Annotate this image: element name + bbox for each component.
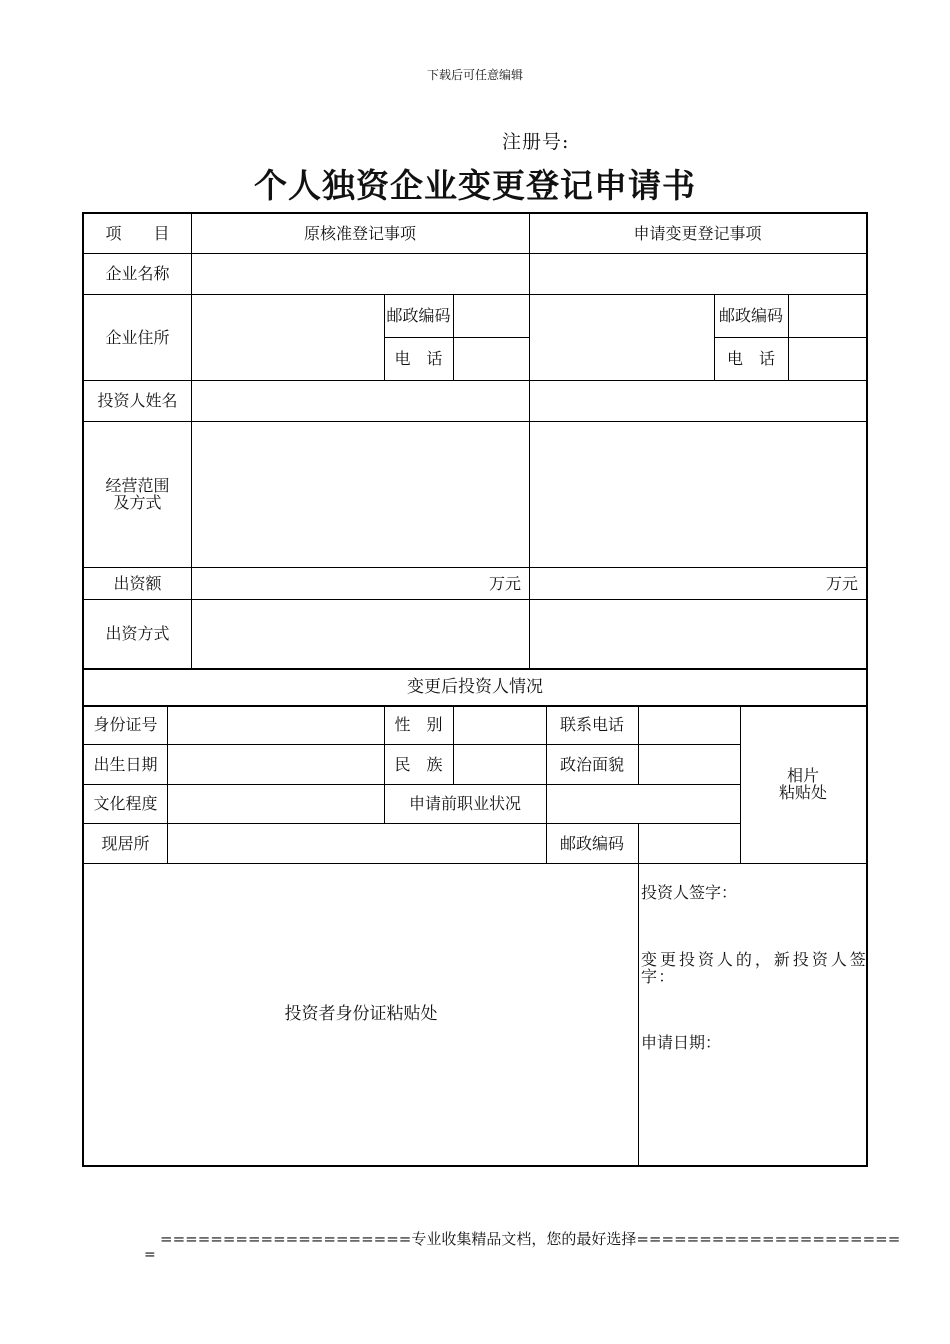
birth-date-label: 出生日期 xyxy=(93,754,158,774)
political-status-label: 政治面貌 xyxy=(559,754,624,774)
capital-label: 出资额 xyxy=(113,573,162,593)
row-divider xyxy=(84,599,866,600)
ethnicity-label: 民 族 xyxy=(394,754,443,774)
investor-name-label: 投资人姓名 xyxy=(97,391,178,410)
education-label: 文化程度 xyxy=(93,794,158,813)
capital-unit-original: 万元 xyxy=(488,573,521,593)
postal-code-label-original: 邮政编码 xyxy=(386,306,451,325)
application-form xyxy=(82,212,868,1167)
id-number-label: 身份证号 xyxy=(93,715,158,734)
phone-label-original: 电 话 xyxy=(394,349,443,368)
business-scope-label: 经营范围 及方式 xyxy=(105,476,170,512)
column-divider xyxy=(638,823,639,863)
column-divider xyxy=(638,705,639,784)
contact-phone-label: 联系电话 xyxy=(559,715,624,734)
column-divider xyxy=(453,294,454,380)
column-divider xyxy=(167,705,168,863)
row-divider xyxy=(84,823,740,824)
row-divider xyxy=(84,253,866,254)
footer-line: ====================专业收集精品文档，您的最好选择===================== xyxy=(160,1230,901,1248)
header-original: 原核准登记事项 xyxy=(303,224,416,243)
column-divider xyxy=(191,214,192,668)
capital-method-label: 出资方式 xyxy=(105,624,170,643)
row-divider xyxy=(84,421,866,422)
header-change: 申请变更登记事项 xyxy=(633,224,762,243)
application-date-label: 申请日期： xyxy=(641,1033,722,1052)
registration-number-label: 注册号: xyxy=(502,131,570,153)
prior-occupation-label: 申请前职业状况 xyxy=(408,794,521,813)
postal-code-label-investor: 邮政编码 xyxy=(559,833,624,853)
page-title: 个人独资企业变更登记申请书 xyxy=(254,166,696,205)
phone-label-change: 电 话 xyxy=(726,349,775,368)
investor-section-heading: 变更后投资人情况 xyxy=(407,676,543,697)
enterprise-address-label: 企业住所 xyxy=(105,327,170,347)
column-divider xyxy=(788,294,789,380)
row-divider xyxy=(84,380,866,381)
capital-unit-change: 万元 xyxy=(825,573,858,593)
header-item: 项 目 xyxy=(105,224,170,243)
column-divider xyxy=(453,705,454,784)
investor-signature-label: 投资人签字： xyxy=(641,883,738,902)
column-divider xyxy=(638,863,639,1165)
enterprise-name-label: 企业名称 xyxy=(105,264,170,283)
gender-label: 性 别 xyxy=(394,715,443,734)
postal-code-label-change: 邮政编码 xyxy=(718,306,783,325)
header-note: 下载后可任意编辑 xyxy=(426,68,523,82)
photo-paste-area: 相片 粘贴处 xyxy=(778,766,827,802)
id-card-paste-area: 投资者身份证粘贴处 xyxy=(284,1003,438,1024)
current-address-label: 现居所 xyxy=(101,833,150,853)
column-divider xyxy=(529,214,530,668)
new-investor-signature-label: 变更投资人的，新投资人签字： xyxy=(641,950,867,986)
footer-line-continuation: = xyxy=(144,1247,156,1263)
